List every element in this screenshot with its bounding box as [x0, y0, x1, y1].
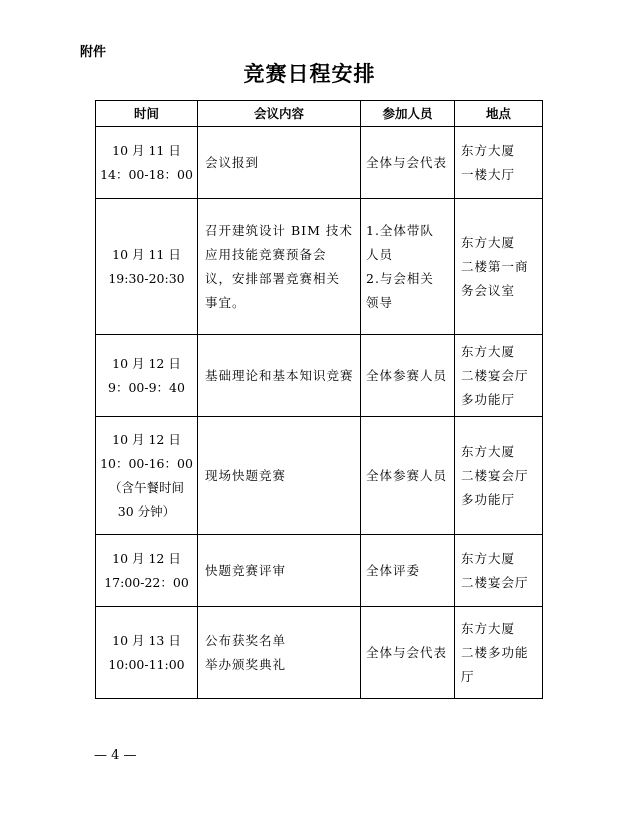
cell-location — [455, 335, 543, 417]
table-row — [96, 335, 543, 417]
cell-location — [455, 417, 543, 535]
cell-line: 全体评委 — [366, 562, 421, 578]
cell-location — [455, 199, 543, 335]
cell-content — [198, 199, 361, 335]
cell-time — [96, 607, 198, 699]
cell-line: 现场快题竞赛 — [205, 467, 287, 483]
cell-line: 30 分钟） — [117, 503, 176, 519]
cell-location — [455, 127, 543, 199]
cell-line: 二楼宴会厅 — [461, 367, 529, 383]
cell-line: 应用技能竞赛预备会 — [205, 246, 327, 262]
cell-people — [361, 607, 455, 699]
cell-line: 10:00-11:00 — [108, 656, 185, 672]
cell-line: 10 月 12 日 — [112, 355, 181, 371]
cell-line: 二楼宴会厅 — [461, 574, 529, 590]
cell-people — [361, 417, 455, 535]
cell-line: 基础理论和基本知识竞赛 — [205, 367, 354, 383]
column-header-time: 时间 — [96, 101, 198, 127]
cell-line: 东方大厦 — [461, 142, 516, 158]
cell-content — [198, 417, 361, 535]
cell-line: 17:00-22：00 — [104, 574, 189, 590]
cell-people — [361, 335, 455, 417]
cell-line: 东方大厦 — [461, 343, 516, 359]
cell-line: 2.与会相关 — [366, 270, 434, 286]
cell-content — [198, 127, 361, 199]
cell-line: 9：00-9：40 — [108, 379, 185, 395]
cell-time — [96, 127, 198, 199]
cell-line: 厅 — [461, 668, 475, 684]
cell-line: 快题竞赛评审 — [205, 562, 287, 578]
cell-line: 1.全体带队 — [366, 222, 434, 238]
cell-people — [361, 535, 455, 607]
cell-location — [455, 607, 543, 699]
cell-time — [96, 199, 198, 335]
table-row — [96, 417, 543, 535]
table-row — [96, 127, 543, 199]
cell-line: 领导 — [366, 294, 394, 310]
schedule-table — [95, 100, 543, 699]
table-row — [96, 535, 543, 607]
cell-line: 多功能厅 — [461, 391, 516, 407]
cell-line: 19:30-20:30 — [108, 270, 185, 286]
cell-content — [198, 335, 361, 417]
cell-time — [96, 417, 198, 535]
table-row — [96, 199, 543, 335]
cell-line: 10 月 11 日 — [112, 246, 181, 262]
cell-line: 一楼大厅 — [461, 166, 516, 182]
cell-line: 东方大厦 — [461, 550, 516, 566]
cell-line: 全体参赛人员 — [366, 367, 448, 383]
cell-line: 10 月 13 日 — [112, 632, 181, 648]
cell-line: 全体与会代表 — [366, 154, 448, 170]
cell-line: 多功能厅 — [461, 491, 516, 507]
cell-line: 全体与会代表 — [366, 644, 448, 660]
cell-line: 会议报到 — [205, 154, 260, 170]
cell-line: 10 月 12 日 — [112, 431, 181, 447]
cell-line: 全体参赛人员 — [366, 467, 448, 483]
cell-people — [361, 199, 455, 335]
cell-content — [198, 607, 361, 699]
page-title: 竞赛日程安排 — [243, 61, 376, 86]
cell-line: 举办颁奖典礼 — [205, 656, 287, 672]
cell-line: 东方大厦 — [461, 234, 516, 250]
cell-content — [198, 535, 361, 607]
cell-people — [361, 127, 455, 199]
cell-time — [96, 535, 198, 607]
table-header-row — [96, 101, 543, 127]
cell-line: 10：00-16：00 — [100, 455, 193, 471]
cell-time — [96, 335, 198, 417]
column-header-content: 会议内容 — [198, 101, 361, 127]
cell-line: 东方大厦 — [461, 620, 516, 636]
cell-location — [455, 535, 543, 607]
column-header-location: 地点 — [455, 101, 543, 127]
cell-line: 二楼宴会厅 — [461, 467, 529, 483]
cell-line: 14：00-18：00 — [100, 166, 193, 182]
cell-line: （含午餐时间 — [108, 479, 184, 495]
cell-line: 人员 — [366, 246, 394, 262]
attachment-label: 附件 — [80, 45, 107, 60]
cell-line: 务会议室 — [461, 282, 516, 298]
cell-line: 二楼多功能 — [461, 644, 529, 660]
page-number: — 4 — — [94, 748, 137, 763]
cell-line: 召开建筑设计 BIM 技术 — [205, 222, 353, 238]
cell-line: 东方大厦 — [461, 443, 516, 459]
cell-line: 议，安排部署竞赛相关 — [205, 270, 341, 286]
cell-line: 二楼第一商 — [461, 258, 529, 274]
cell-line: 10 月 12 日 — [112, 550, 181, 566]
cell-line: 10 月 11 日 — [112, 142, 181, 158]
cell-line: 事宜。 — [205, 294, 246, 310]
column-header-people: 参加人员 — [361, 101, 455, 127]
table-row — [96, 607, 543, 699]
cell-line: 公布获奖名单 — [205, 632, 287, 648]
